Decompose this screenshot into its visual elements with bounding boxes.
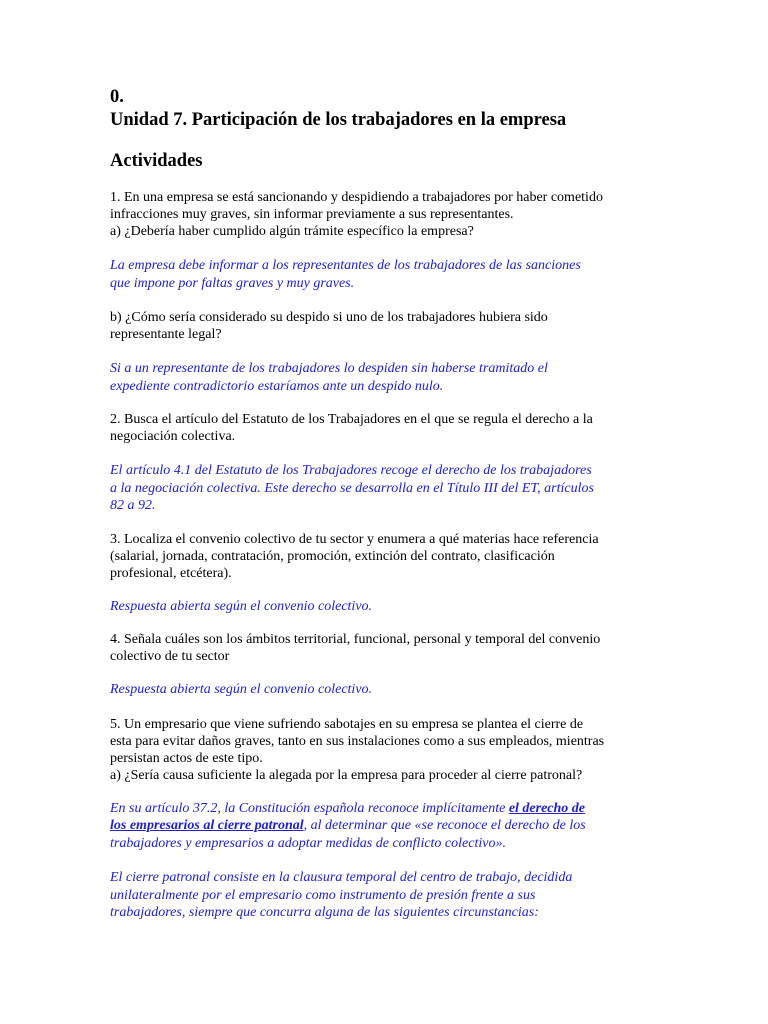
answer-1a-line: La empresa debe informar a los representantes de los trabajadores de las sanciones — [110, 258, 581, 273]
question-2-line: negociación colectiva. — [110, 429, 236, 444]
question-5-line: esta para evitar daños graves, tanto en sus instalaciones como a sus empleados, mientras — [110, 733, 605, 749]
answer-5a-paragraph-2-line: El cierre patronal consiste en la clausura temporal del centro de trabajo, decidida — [110, 870, 573, 885]
unit-title: Unidad 7. Participación de los trabajadores en la empresa — [110, 110, 567, 130]
document-body — [110, 86, 670, 922]
answer-5a-line — [110, 800, 670, 818]
question-5a: a) ¿Sería causa suficiente la alegada por la empresa para proceder al cierre patronal? — [110, 767, 583, 783]
answer-5a-text: , al determinar que «se reconoce el derecho de los — [303, 818, 586, 833]
answer-5a-paragraph-2-line: unilateralmente por el empresario como instrumento de presión frente a sus — [110, 887, 536, 903]
question-3-line: 3. Localiza el convenio colectivo de tu sector y enumera a qué materias hace referencia — [110, 531, 599, 547]
answer-5a-emphasis: el derecho de — [508, 800, 586, 816]
question-1-line: infracciones muy graves, sin informar previamente a sus representantes. — [110, 207, 514, 222]
question-4-line: 4. Señala cuáles son los ámbitos territorial, funcional, personal y temporal del convenio — [110, 632, 601, 647]
question-2-line: 2. Busca el artículo del Estatuto de los Trabajadores en el que se regula el derecho a la — [110, 412, 593, 427]
question-5-line: persistan actos de este tipo. — [110, 750, 263, 766]
answer-1b-line: expediente contradictorio estaríamos ante un despido nulo. — [110, 378, 444, 394]
section-title-actividades: Actividades — [110, 151, 203, 171]
answer-2-line: El artículo 4.1 del Estatuto de los Trabajadores recoge el derecho de los trabajadores — [110, 463, 592, 478]
question-3-line: (salarial, jornada, contratación, promoción, extinción del contrato, clasificación — [110, 548, 555, 564]
answer-1b-line: Si a un representante de los trabajadores lo despiden sin haberse tramitado el — [110, 361, 548, 376]
document-number: 0. — [110, 87, 124, 107]
answer-5a-emphasis: los empresarios al cierre patronal — [110, 818, 304, 833]
answer-2-line: a la negociación colectiva. Este derecho se desarrolla en el Título III del ET, artículos — [110, 480, 594, 496]
answer-5a-line — [110, 817, 670, 835]
answer-4: Respuesta abierta según el convenio colectivo. — [110, 682, 373, 697]
answer-3: Respuesta abierta según el convenio colectivo. — [110, 598, 373, 614]
answer-5a-text: En su artículo 37.2, la Constitución española reconoce implícitamente — [110, 800, 509, 816]
answer-1a-line: que impone por faltas graves y muy graves. — [110, 275, 355, 291]
question-3-line: profesional, etcétera). — [110, 565, 232, 581]
question-1b-line: b) ¿Cómo sería considerado su despido si uno de los trabajadores hubiera sido — [110, 310, 548, 325]
question-1-line: 1. En una empresa se está sancionando y despidiendo a trabajadores por haber cometido — [110, 190, 603, 205]
question-1a: a) ¿Debería haber cumplido algún trámite específico la empresa? — [110, 224, 474, 239]
question-1b-line: representante legal? — [110, 327, 222, 342]
answer-2-line: 82 a 92. — [110, 498, 156, 513]
question-4-line: colectivo de tu sector — [110, 649, 230, 664]
answer-5a-line: trabajadores y empresarios a adoptar medidas de conflicto colectivo». — [110, 835, 506, 851]
answer-5a-paragraph-2-line: trabajadores, siempre que concurra alguna de las siguientes circunstancias: — [110, 905, 539, 920]
question-5-line: 5. Un empresario que viene sufriendo sabotajes en su empresa se plantea el cierre de — [110, 716, 584, 732]
